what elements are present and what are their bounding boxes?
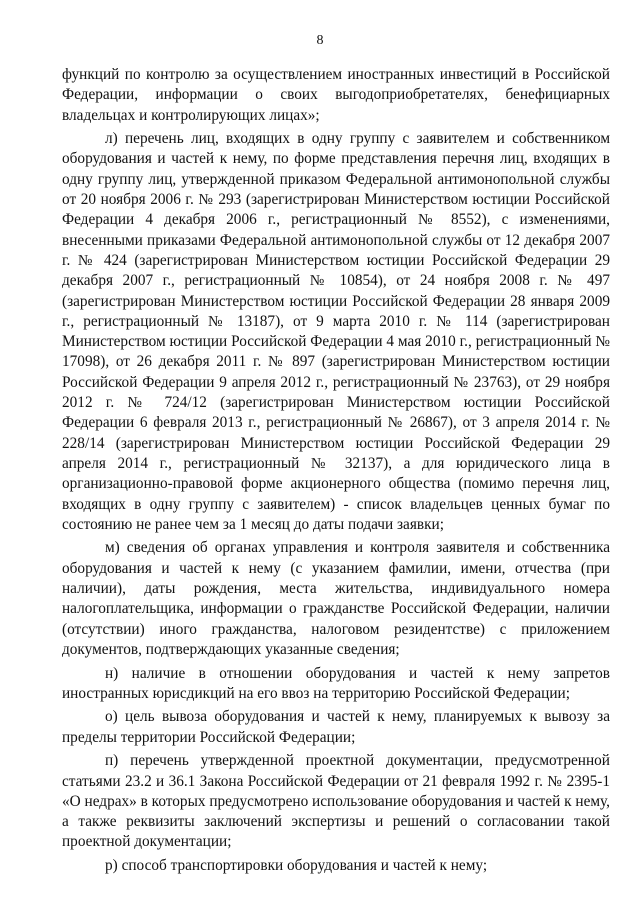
document-body (62, 65, 610, 880)
paragraph-continuation: функций по контролю за осуществлением иностранных инвестиций в Российской Федерации, информации о своих выгодоприобретателях, бенефициарных владельцах и контролирующих лицах»; (62, 66, 610, 124)
paragraph-item-m: м) сведения об органах управления и контроля заявителя и собственника оборудования и частей к нему (с указанием фамилии, имени, отчества (при наличии), даты рождения, места жительства, индивидуального номера налогоплательщика, информации о гражданстве Российской Федерации, наличии (отсутствии) иного гражданства, налоговом резидентстве) с приложением документов, подтверждающих указанные сведения; (62, 539, 610, 658)
page-number: 8 (316, 33, 324, 48)
paragraph-item-o: о) цель вывоза оборудования и частей к нему, планируемых к вывозу за пределы территории Российской Федерации; (62, 708, 610, 746)
paragraph-item-r: р) способ транспортировки оборудования и частей к нему; (105, 857, 488, 875)
paragraph-item-l: л) перечень лиц, входящих в одну группу с заявителем и собственником оборудования и частей к нему, по форме представления перечня лиц, входящих в одну группу лиц, утвержденной приказом Федеральной антимонопольной службы от 20 ноября 2006 г. № 293 (зарегистрирован Министерством юстиции Российской Федерации 4 декабря 2006 г., регистрационный № 8552), с изменениями, внесенными приказами Федеральной антимонопольной службы от 12 декабря 2007 г. № 424 (зарегистрирован Министерством юстиции Российской Федерации 29 декабря 2007 г., регистрационный № 10854), от 24 ноября 2008 г. № 497 (зарегистрирован Министерством юстиции Российской Федерации 28 января 2009 г., регистрационный № 13187), от 9 марта 2010 г. № 114 (зарегистрирован Министерством юстиции Российской Федерации 4 мая 2010 г., регистрационный № 17098), от 26 декабря 2011 г. № 897 (зарегистрирован Министерством юстиции Российской Федерации 9 апреля 2012 г., регистрационный № 23763), от 29 ноября 2012 г. № 724/12 (зарегистрирован Министерством юстиции Российской Федерации 6 февраля 2013 г., регистрационный № 26867), от 3 апреля 2014 г. № 228/14 (зарегистрирован Министерством юстиции Российской Федерации 29 апреля 2014 г., регистрационный № 32137), а для юридического лица в организационно-правовой форме акционерного общества (помимо перечня лиц, входящих в одну группу с заявителем) - список владельцев ценных бумаг по состоянию не ранее чем за 1 месяц до даты подачи заявки; (62, 130, 610, 533)
paragraph-item-p: п) перечень утвержденной проектной документации, предусмотренной статьями 23.2 и 36.1 Закона Российской Федерации от 21 февраля 1992 г. № 2395-1 «О недрах» в которых предусмотрено использование оборудования и частей к нему, а также реквизиты заключений экспертизы и решений о согласовании такой проектной документации; (62, 752, 610, 851)
paragraph-item-n: н) наличие в отношении оборудования и частей к нему запретов иностранных юрисдикций на его ввоз на территорию Российской Федерации; (62, 664, 610, 702)
